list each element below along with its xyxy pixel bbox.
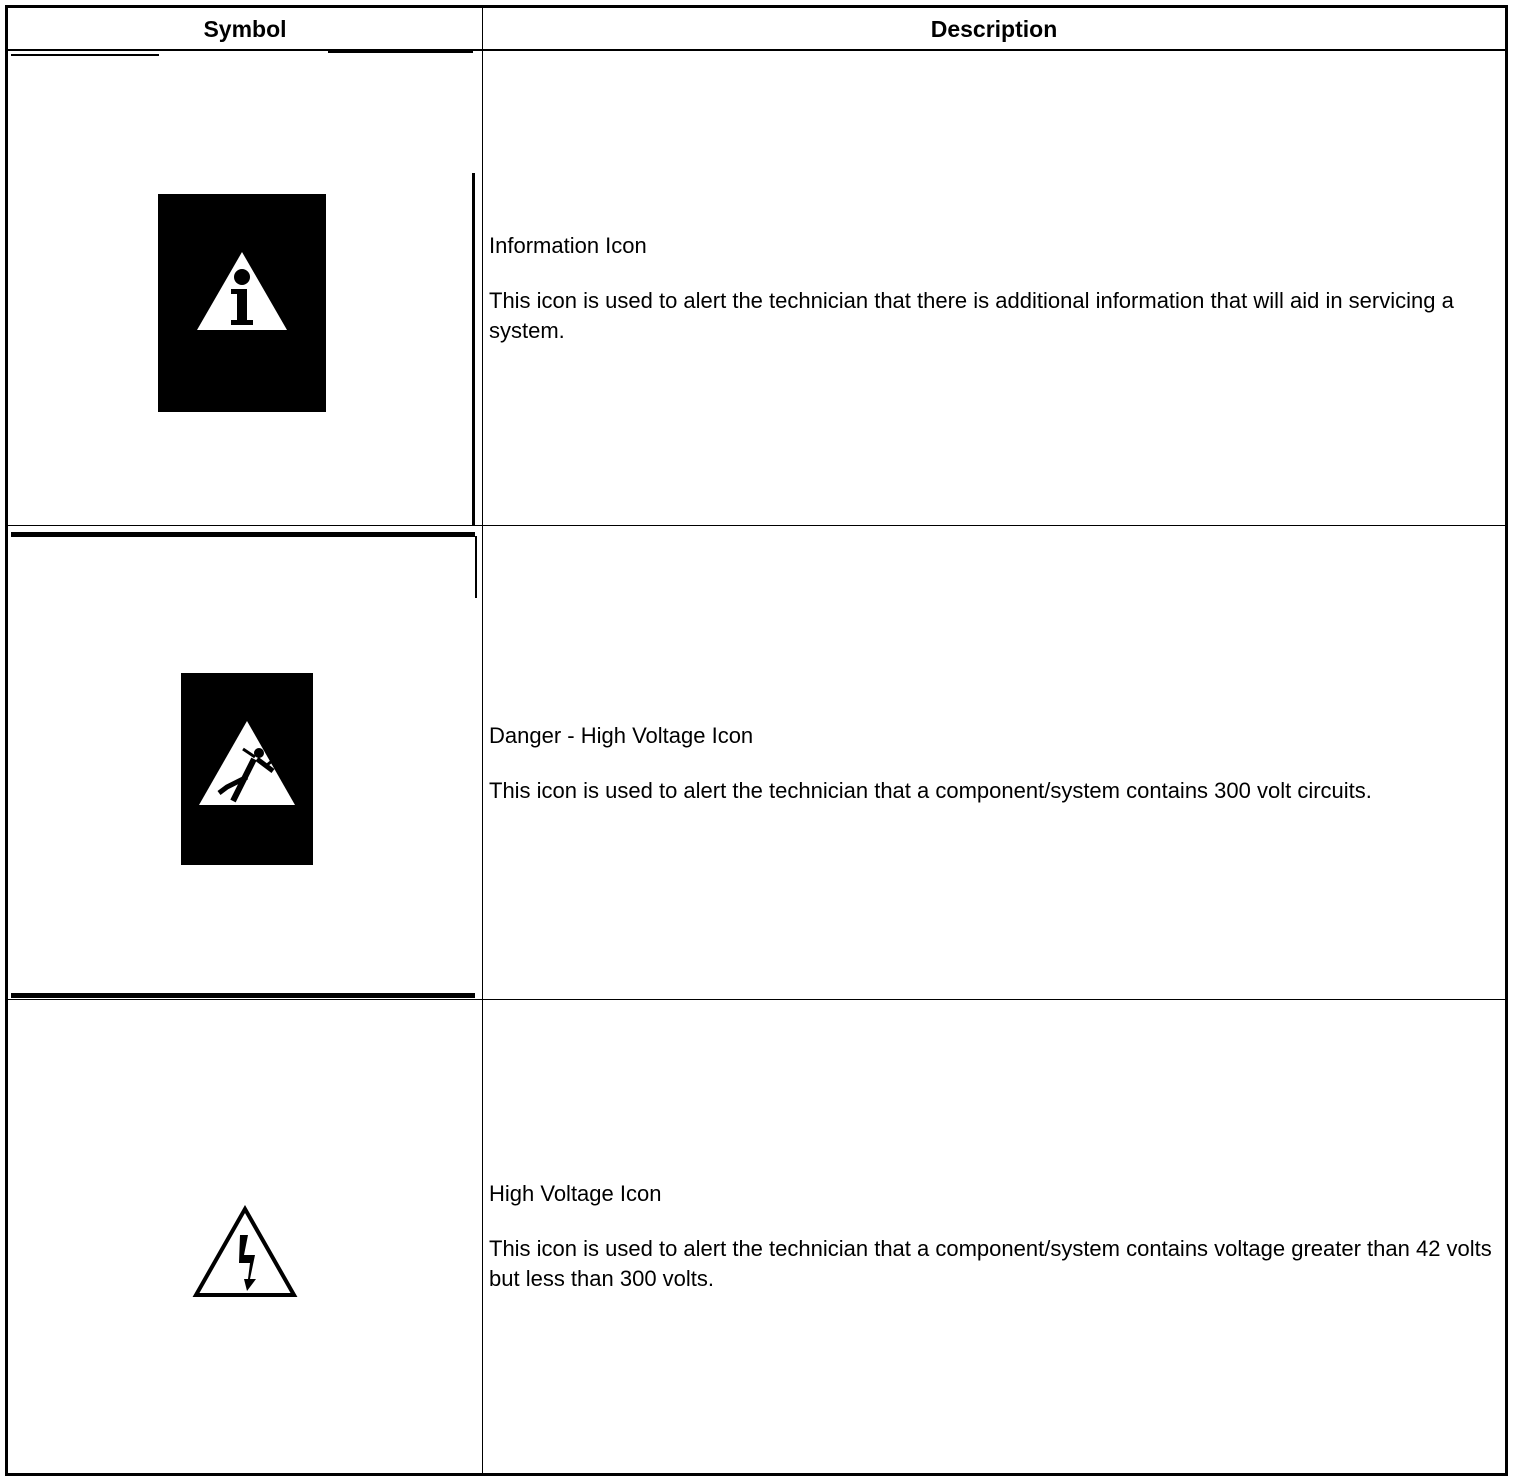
description-body: This icon is used to alert the technician that there is additional information that will aid in servicing a system. xyxy=(489,287,1454,343)
symbol-cell xyxy=(8,526,482,1000)
symbol-cell xyxy=(8,51,482,525)
table-row xyxy=(8,526,1505,1000)
scan-artifact-line xyxy=(472,173,475,525)
description-title: High Voltage Icon xyxy=(489,1181,662,1206)
header-symbol: Symbol xyxy=(203,15,287,42)
table-row xyxy=(8,51,1505,525)
danger-high-voltage-icon xyxy=(181,673,313,865)
description-cell xyxy=(489,51,1499,525)
description-title: Danger - High Voltage Icon xyxy=(489,722,754,748)
description-body: This icon is used to alert the technician that a component/system contains 300 volt circuits. xyxy=(489,777,1372,803)
scan-artifact-line xyxy=(11,993,475,998)
information-icon xyxy=(158,194,326,412)
description-cell xyxy=(489,1000,1499,1473)
symbol-cell xyxy=(8,1000,482,1473)
description-title: Information Icon xyxy=(489,232,647,258)
description-cell xyxy=(489,526,1499,1000)
table-row xyxy=(8,1000,1505,1473)
header-description: Description xyxy=(930,15,1058,42)
high-voltage-icon xyxy=(192,1205,298,1299)
description-body: This icon is used to alert the technician that a component/system contains voltage greater than 42 volts but less than 300 volts. xyxy=(489,1236,1492,1291)
symbol-table xyxy=(5,5,1508,1476)
